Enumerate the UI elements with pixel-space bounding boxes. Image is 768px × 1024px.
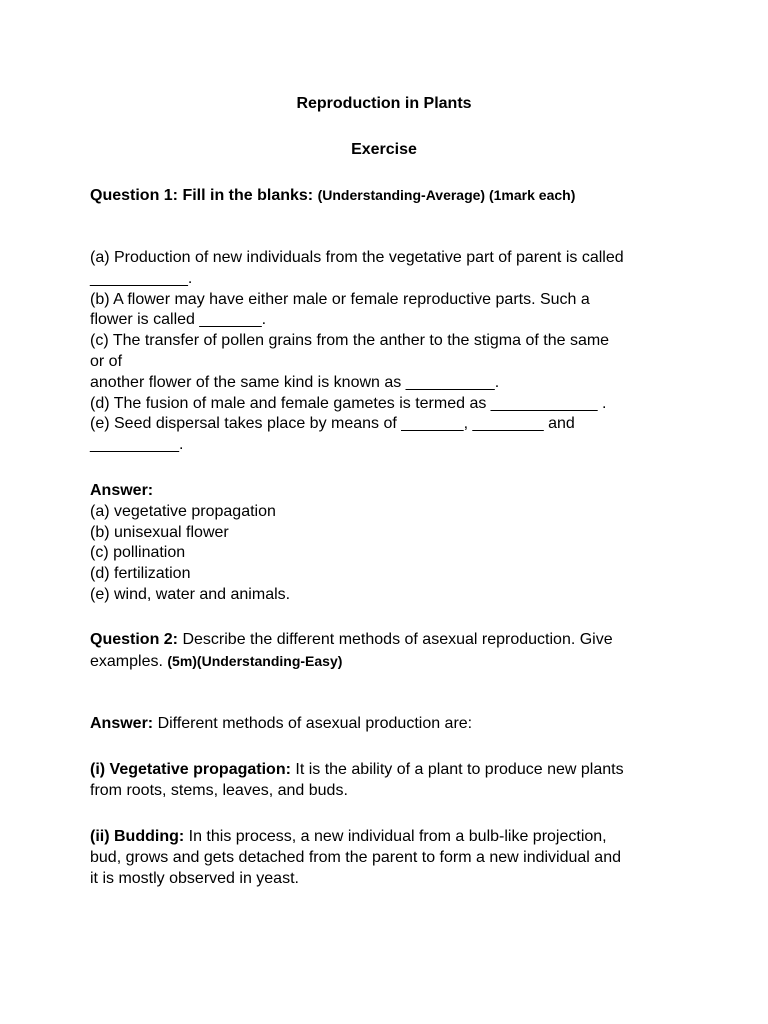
blank-line: flower is called _______. [90, 311, 267, 329]
blank-line: (e) Seed dispersal takes place by means of _______, ________ and [90, 415, 575, 433]
blank-line: (d) The fusion of male and female gametes is termed as ____________ . [90, 394, 607, 412]
question-1-meta: (Understanding-Average) (1mark each) [317, 187, 576, 203]
question-2-text [90, 630, 690, 673]
method-desc: In this process, a new individual from a bulb-like projection, [184, 828, 607, 845]
blank-line: (a) Production of new individuals from the vegetative part of parent is called [90, 249, 624, 266]
blank-line: or of [90, 352, 123, 370]
blank-line: (b) A flower may have either male or female reproductive parts. Such a [90, 290, 590, 308]
question-2-meta: (5m)(Understanding-Easy) [167, 652, 343, 669]
question-2-answer-intro [90, 714, 690, 735]
answer-item: (c) pollination [90, 544, 186, 562]
question-2-prompt: Describe the different methods of asexual reproduction. Give [178, 631, 613, 648]
answer-label: Answer: [90, 715, 154, 732]
method-desc-cont: from roots, stems, leaves, and buds. [90, 781, 348, 799]
answer-item: (e) wind, water and animals. [90, 585, 291, 603]
method-desc-cont: it is mostly observed in yeast. [90, 869, 299, 887]
method-term: (i) Vegetative propagation: [90, 761, 291, 778]
method-vegetative-propagation [90, 760, 690, 802]
method-budding [90, 827, 690, 889]
document-title: Reproduction in Plants [296, 95, 472, 112]
question-1-label: Question 1: Fill in the blanks: [90, 187, 314, 204]
blank-line: (c) The transfer of pollen grains from the anther to the stigma of the same [90, 332, 610, 350]
method-desc-cont: bud, grows and gets detached from the parent to form a new individual and [90, 848, 621, 866]
question-2-label: Question 2: [90, 631, 179, 648]
question-1-answers [90, 481, 690, 606]
blank-line: __________. [90, 436, 184, 454]
answer-intro-text: Different methods of asexual production are: [153, 715, 473, 732]
blank-line: ___________. [90, 269, 193, 287]
document-page [90, 0, 690, 1024]
question-1-heading [90, 184, 575, 207]
blank-line: another flower of the same kind is known as __________. [90, 373, 500, 391]
document-subtitle: Exercise [351, 141, 417, 158]
question-2-prompt-cont: examples. [90, 652, 168, 670]
method-term: (ii) Budding: [90, 828, 185, 845]
answer-label: Answer: [90, 482, 154, 499]
answer-item: (a) vegetative propagation [90, 502, 276, 520]
answer-item: (d) fertilization [90, 565, 191, 583]
method-desc: It is the ability of a plant to produce new plants [290, 761, 624, 778]
answer-item: (b) unisexual flower [90, 523, 229, 541]
question-1-blanks [90, 248, 690, 456]
